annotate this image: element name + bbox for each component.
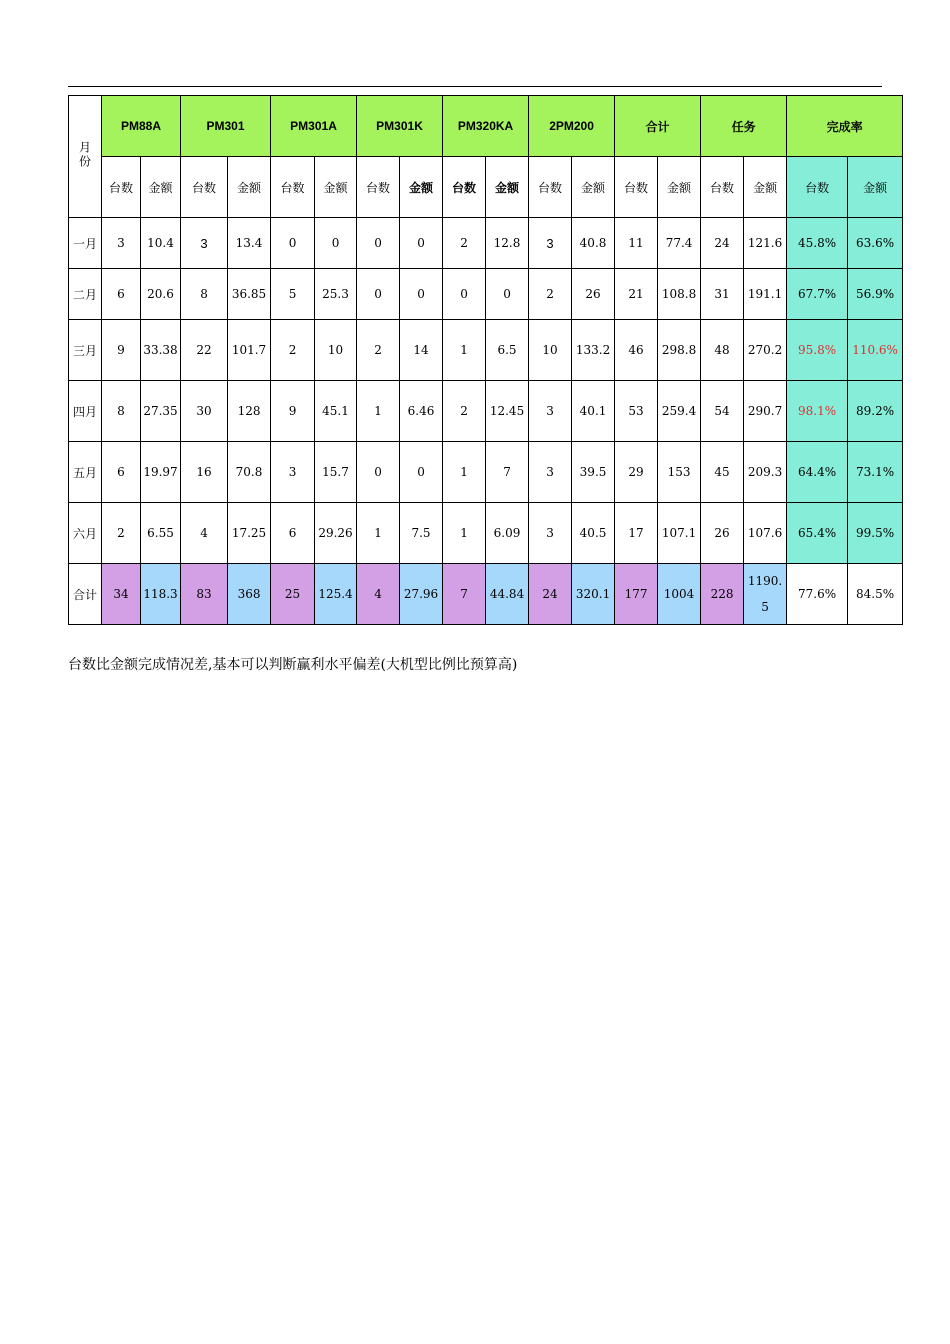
table-cell: 19.97 (141, 442, 181, 503)
subheader-amount: 金额 (486, 157, 529, 218)
table-cell: 26 (572, 269, 615, 320)
table-cell: 101.7 (228, 320, 271, 381)
table-cell: 26 (701, 503, 744, 564)
table-cell: 128 (228, 381, 271, 442)
table-cell: 6 (102, 269, 141, 320)
table-cell: 53 (615, 381, 658, 442)
total-cell: 44.84 (486, 564, 529, 625)
total-cell: 83 (181, 564, 228, 625)
subheader-amount: 金额 (572, 157, 615, 218)
total-cell: 368 (228, 564, 271, 625)
table-cell: 0 (486, 269, 529, 320)
table-cell: 40.8 (572, 218, 615, 269)
table-cell: 0 (400, 442, 443, 503)
table-cell: 209.3 (744, 442, 787, 503)
total-cell: 228 (701, 564, 744, 625)
table-cell: 10 (529, 320, 572, 381)
table-cell: 67.7% (787, 269, 848, 320)
table-cell: 63.6% (848, 218, 903, 269)
table-cell: 3 (529, 218, 572, 269)
table-cell: 3 (271, 442, 315, 503)
table-cell: 1 (443, 503, 486, 564)
month-cell: 一月 (69, 218, 102, 269)
table-cell: 20.6 (141, 269, 181, 320)
subheader-units: 台数 (529, 157, 572, 218)
total-label: 合计 (69, 564, 102, 625)
table-cell: 298.8 (658, 320, 701, 381)
table-cell: 2 (271, 320, 315, 381)
total-cell: 24 (529, 564, 572, 625)
table-row (69, 218, 903, 269)
table-cell: 45.8% (787, 218, 848, 269)
table-cell: 13.4 (228, 218, 271, 269)
table-cell: 10 (315, 320, 357, 381)
group-header-total: 合计 (615, 96, 701, 157)
sales-table (68, 95, 903, 625)
table-cell: 9 (271, 381, 315, 442)
table-cell: 2 (529, 269, 572, 320)
total-cell: 320.1 (572, 564, 615, 625)
total-cell: 1004 (658, 564, 701, 625)
table-cell: 0 (315, 218, 357, 269)
month-cell: 二月 (69, 269, 102, 320)
group-header-pm301k: PM301K (357, 96, 443, 157)
subheader-units: 台数 (181, 157, 228, 218)
table-cell: 3 (529, 442, 572, 503)
table-row (69, 269, 903, 320)
total-cell: 7 (443, 564, 486, 625)
table-cell: 0 (357, 218, 400, 269)
table-cell: 31 (701, 269, 744, 320)
table-cell: 6 (271, 503, 315, 564)
table-cell: 12.45 (486, 381, 529, 442)
table-cell: 0 (271, 218, 315, 269)
table-cell: 0 (357, 442, 400, 503)
table-cell: 0 (400, 218, 443, 269)
table-cell: 6 (102, 442, 141, 503)
month-cell: 四月 (69, 381, 102, 442)
table-cell: 30 (181, 381, 228, 442)
table-cell: 24 (701, 218, 744, 269)
group-header-completion: 完成率 (787, 96, 903, 157)
table-cell: 8 (181, 269, 228, 320)
table-cell: 121.6 (744, 218, 787, 269)
table-row (69, 381, 903, 442)
table-cell: 110.6% (848, 320, 903, 381)
table-cell: 89.2% (848, 381, 903, 442)
table-cell: 108.8 (658, 269, 701, 320)
table-cell: 14 (400, 320, 443, 381)
table-cell: 1 (357, 503, 400, 564)
table-cell: 1 (443, 320, 486, 381)
table-cell: 107.6 (744, 503, 787, 564)
subheader-amount: 金额 (141, 157, 181, 218)
table-cell: 22 (181, 320, 228, 381)
header-row (69, 96, 903, 157)
table-cell: 40.5 (572, 503, 615, 564)
total-cell: 25 (271, 564, 315, 625)
table-cell: 1 (357, 381, 400, 442)
table-cell: 36.85 (228, 269, 271, 320)
table-cell: 46 (615, 320, 658, 381)
table-cell: 54 (701, 381, 744, 442)
table-cell: 191.1 (744, 269, 787, 320)
table-row (69, 442, 903, 503)
subheader-units: 台数 (443, 157, 486, 218)
table-cell: 40.1 (572, 381, 615, 442)
subheader-units: 台数 (787, 157, 848, 218)
month-cell: 三月 (69, 320, 102, 381)
table-cell: 2 (357, 320, 400, 381)
group-header-2pm200: 2PM200 (529, 96, 615, 157)
table-cell: 95.8% (787, 320, 848, 381)
table-cell: 2 (443, 381, 486, 442)
table-cell: 65.4% (787, 503, 848, 564)
total-cell: 77.6% (787, 564, 848, 625)
table-cell: 3 (102, 218, 141, 269)
subheader-units: 台数 (271, 157, 315, 218)
table-cell: 133.2 (572, 320, 615, 381)
subheader-amount: 金额 (228, 157, 271, 218)
table-cell: 45 (701, 442, 744, 503)
table-cell: 17.25 (228, 503, 271, 564)
group-header-pm301: PM301 (181, 96, 271, 157)
data-rows (69, 218, 903, 564)
table-cell: 270.2 (744, 320, 787, 381)
total-cell: 125.4 (315, 564, 357, 625)
table-cell: 107.1 (658, 503, 701, 564)
table-cell: 10.4 (141, 218, 181, 269)
month-cell: 五月 (69, 442, 102, 503)
table-cell: 70.8 (228, 442, 271, 503)
table-cell: 2 (443, 218, 486, 269)
total-cell: 84.5% (848, 564, 903, 625)
table-cell: 7.5 (400, 503, 443, 564)
table-cell: 25.3 (315, 269, 357, 320)
table-cell: 7 (486, 442, 529, 503)
table-cell: 12.8 (486, 218, 529, 269)
total-cell: 118.3 (141, 564, 181, 625)
table-cell: 16 (181, 442, 228, 503)
group-header-pm320ka: PM320KA (443, 96, 529, 157)
table-cell: 6.5 (486, 320, 529, 381)
table-cell: 259.4 (658, 381, 701, 442)
group-header-pm301a: PM301A (271, 96, 357, 157)
table-cell: 6.09 (486, 503, 529, 564)
total-cell: 1190.5 (744, 564, 787, 625)
table-cell: 56.9% (848, 269, 903, 320)
subheader-row (69, 157, 903, 218)
subheader-units: 台数 (701, 157, 744, 218)
table-cell: 15.7 (315, 442, 357, 503)
table-cell: 0 (357, 269, 400, 320)
table-cell: 29.26 (315, 503, 357, 564)
total-cell: 4 (357, 564, 400, 625)
total-cell: 177 (615, 564, 658, 625)
total-cell: 27.96 (400, 564, 443, 625)
subheader-amount: 金额 (848, 157, 903, 218)
subheader-amount: 金额 (400, 157, 443, 218)
table-cell: 77.4 (658, 218, 701, 269)
month-cell: 六月 (69, 503, 102, 564)
table-cell: 0 (400, 269, 443, 320)
total-row (69, 564, 903, 625)
table-cell: 6.46 (400, 381, 443, 442)
table-cell: 48 (701, 320, 744, 381)
month-header-label: 月份 (77, 141, 92, 169)
table-cell: 99.5% (848, 503, 903, 564)
analysis-note: 台数比金额完成情况差,基本可以判断赢利水平偏差(大机型比例比预算高) (68, 657, 518, 673)
table-cell: 8 (102, 381, 141, 442)
table-cell: 3 (529, 503, 572, 564)
total-cell: 34 (102, 564, 141, 625)
table-cell: 5 (271, 269, 315, 320)
table-cell: 73.1% (848, 442, 903, 503)
top-rule (68, 86, 882, 87)
table-cell: 17 (615, 503, 658, 564)
table-cell: 98.1% (787, 381, 848, 442)
table-cell: 39.5 (572, 442, 615, 503)
table-row (69, 320, 903, 381)
table-cell: 0 (443, 269, 486, 320)
table-cell: 33.38 (141, 320, 181, 381)
table-cell: 4 (181, 503, 228, 564)
subheader-units: 台数 (615, 157, 658, 218)
subheader-units: 台数 (102, 157, 141, 218)
table-cell: 1 (443, 442, 486, 503)
table-cell: 11 (615, 218, 658, 269)
table-cell: 64.4% (787, 442, 848, 503)
group-header-target: 任务 (701, 96, 787, 157)
table-cell: 2 (102, 503, 141, 564)
table-cell: 27.35 (141, 381, 181, 442)
subheader-amount: 金额 (315, 157, 357, 218)
subheader-amount: 金额 (658, 157, 701, 218)
table-row (69, 503, 903, 564)
subheader-amount: 金额 (744, 157, 787, 218)
subheader-units: 台数 (357, 157, 400, 218)
table-cell: 45.1 (315, 381, 357, 442)
table-cell: 3 (529, 381, 572, 442)
table-cell: 9 (102, 320, 141, 381)
table-cell: 153 (658, 442, 701, 503)
table-cell: 3 (181, 218, 228, 269)
group-header-pm88a: PM88A (102, 96, 181, 157)
table-cell: 290.7 (744, 381, 787, 442)
table-cell: 29 (615, 442, 658, 503)
table-cell: 21 (615, 269, 658, 320)
month-header (69, 96, 102, 218)
table-cell: 6.55 (141, 503, 181, 564)
